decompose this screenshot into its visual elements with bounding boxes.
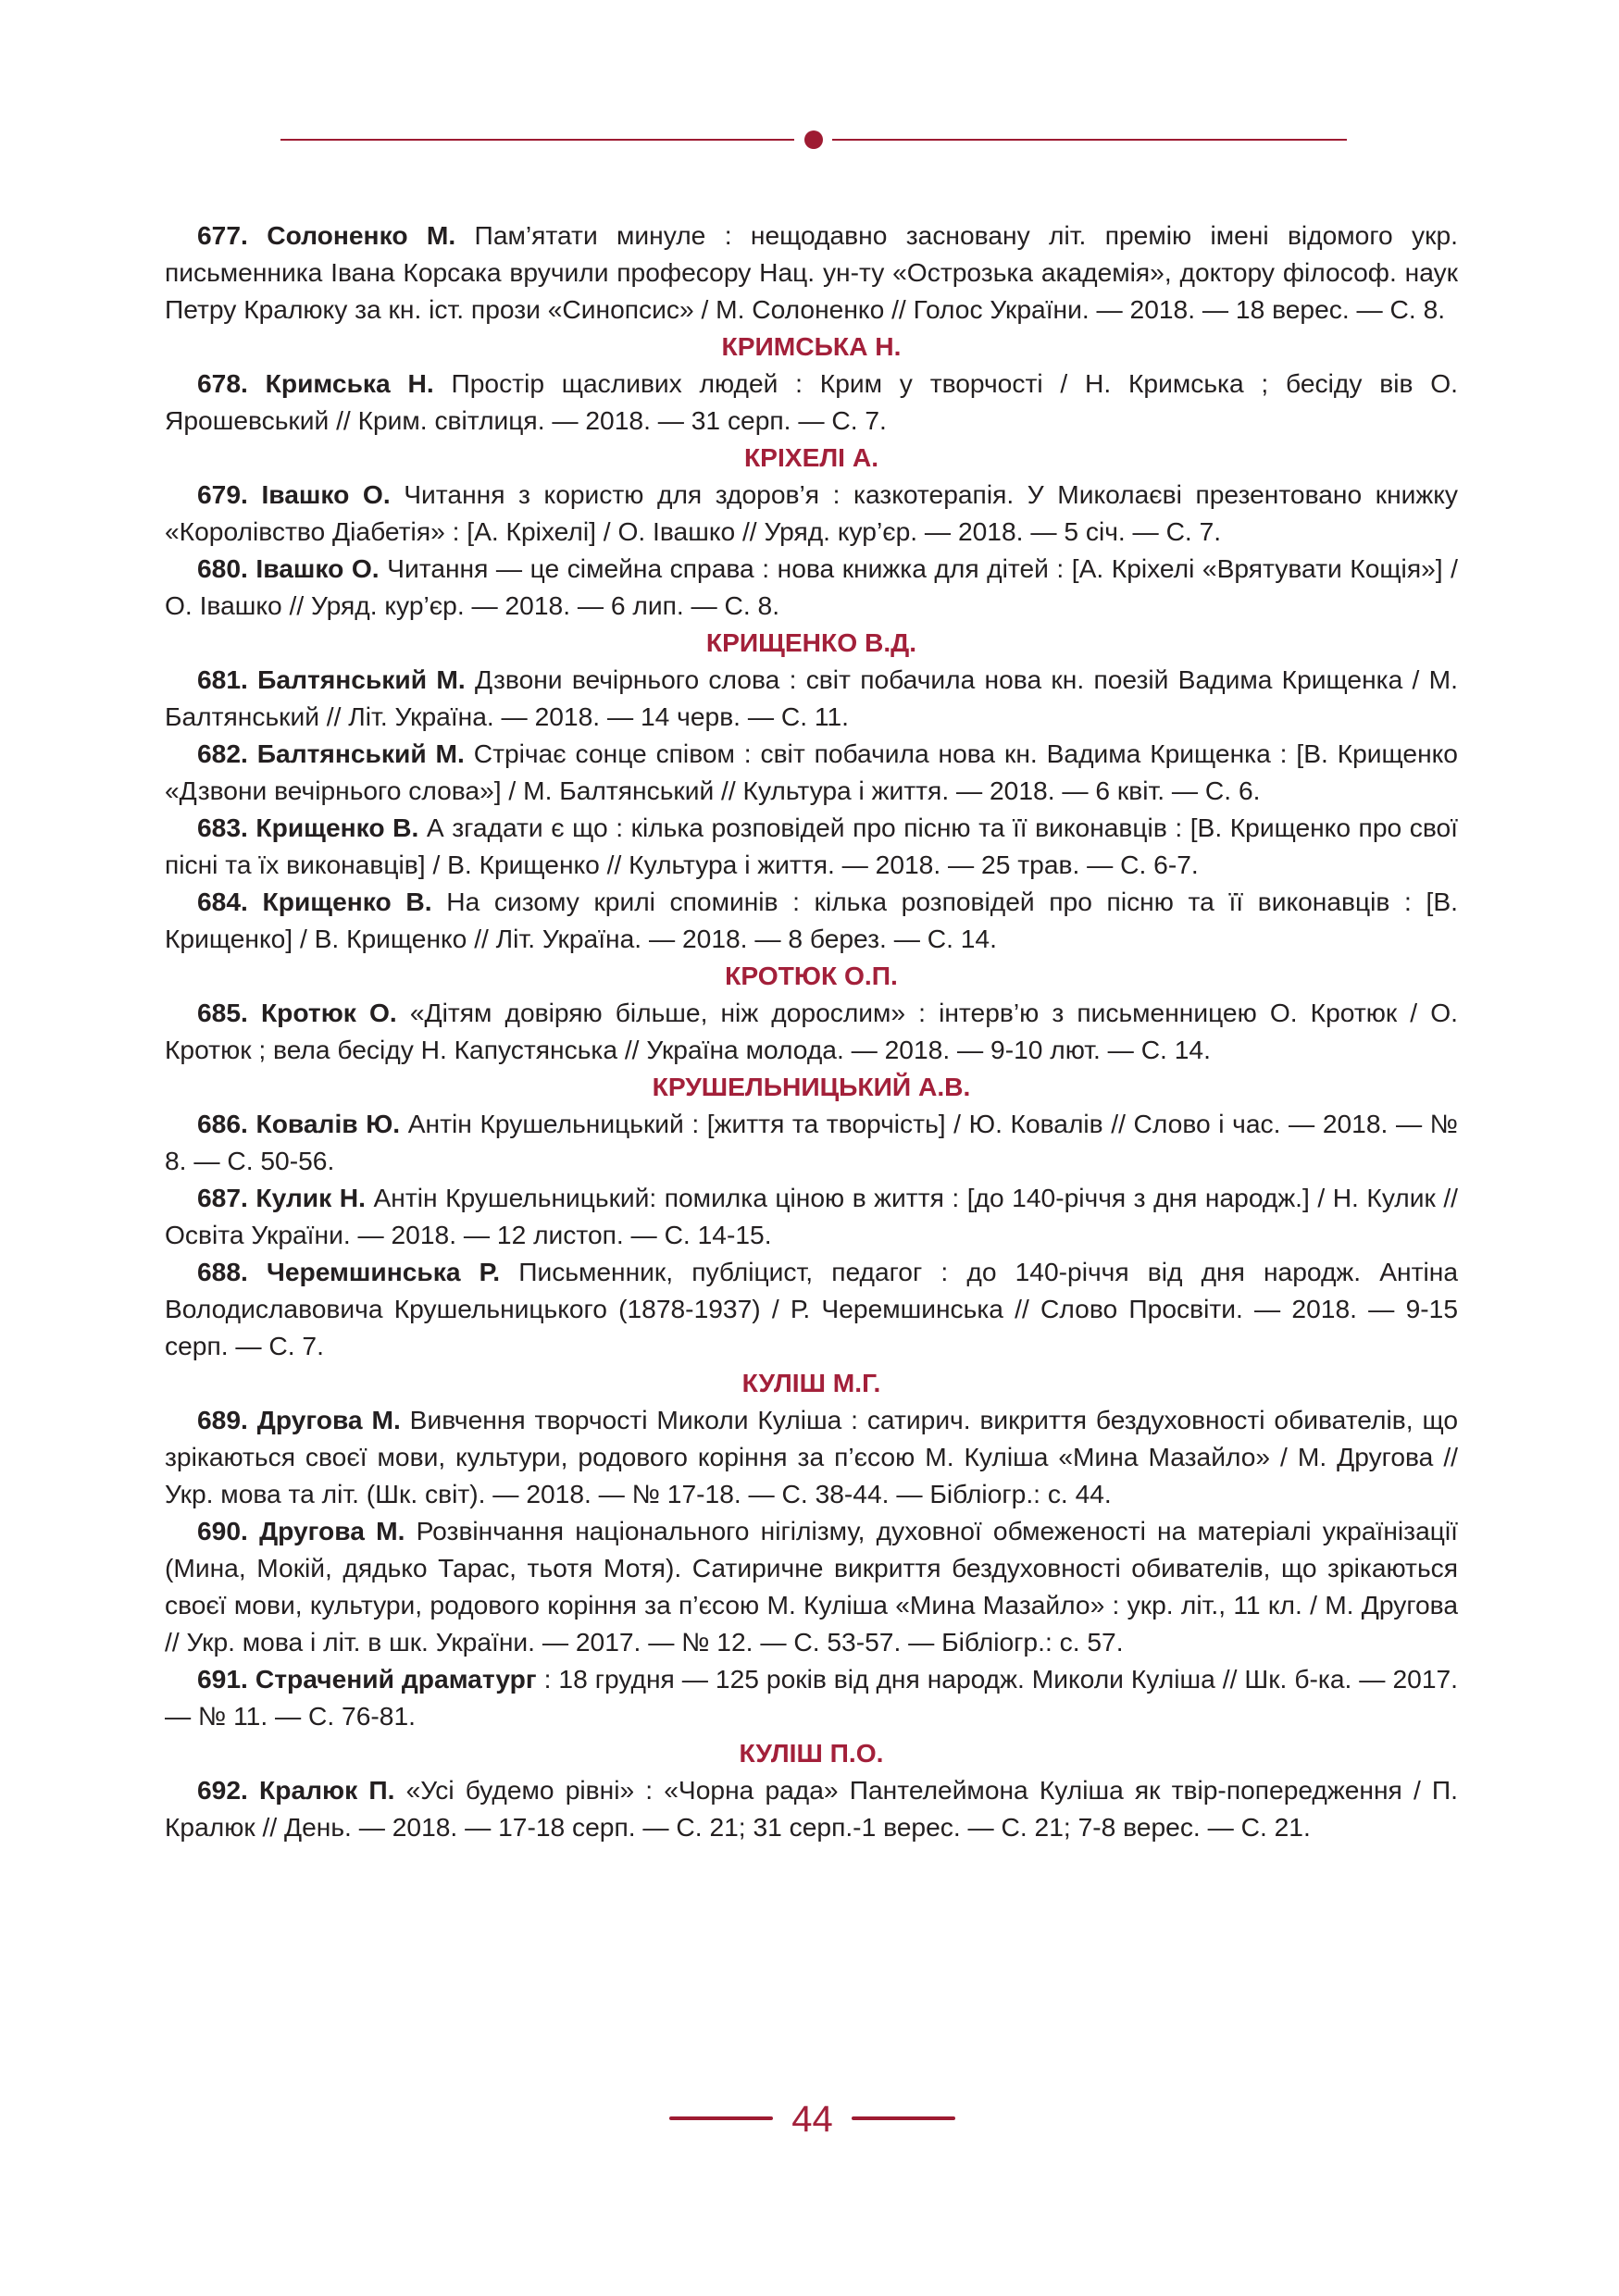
entry-head: [197, 553, 380, 583]
header-dot-icon: [804, 130, 823, 149]
bibliography-entry: [165, 661, 1458, 735]
entry-text: Читання з користю для здоров’я : казкотерапія. У Миколаєві презентовано книжку «Королівство Діабетія» : [А. Кріхелі] / О. Івашко // Уряд. кур’єр. — 2018. — 5 січ. — С. 7.: [165, 479, 1458, 546]
entry-author: Кулик Н.: [255, 1183, 366, 1212]
entry-text: На сизому крилі споминів : кілька розповідей про пісню та її виконавців : [В. Крищенко] / В. Крищенко // Літ. Україна. — 2018. — 8 берез. — С. 14.: [165, 887, 1458, 953]
entry-text: Стрічає сонце співом : світ побачила нова кн. Вадима Крищенка : [В. Крищенко «Дзвони вечірнього слова»] / М. Балтянський // Культура і життя. — 2018. — 6 квіт. — С. 6.: [165, 738, 1458, 805]
entry-author: Івашко О.: [255, 553, 380, 583]
entry-author: Кротюк О.: [260, 998, 397, 1027]
entry-author: Крищенко В.: [262, 887, 432, 916]
entry-author: Черемшинська Р.: [267, 1257, 501, 1286]
bibliography-entry: [165, 217, 1458, 328]
bibliography-entry: [165, 1105, 1458, 1179]
entry-number: 682.: [197, 738, 248, 768]
entry-text: Вивчення творчості Миколи Куліша : сатирич. викриття бездуховності обивателів, що зрікаються своєї мови, культури, родового коріння за п’єсою М. Куліша «Мина Мазайло» / М. Другова // Укр. мова та літ. (Шк. світ). — 2018. — № 17-18. — С. 38-44. — Бібліогр.: с. 44.: [165, 1405, 1458, 1508]
entry-number: 692.: [197, 1775, 248, 1805]
entry-head: [197, 1257, 500, 1286]
entry-number: 691.: [197, 1664, 248, 1694]
bibliography-entry: [165, 1401, 1458, 1512]
bibliography-entry: [165, 1512, 1458, 1660]
entry-head: [197, 479, 391, 509]
entry-author: Балтянський М.: [257, 664, 466, 694]
bibliography-entry: [165, 550, 1458, 624]
section-heading: КУЛІШ П.О.: [739, 1738, 884, 1768]
entry-number: 678.: [197, 368, 248, 398]
entry-head: [197, 220, 455, 250]
entry-head: [197, 1516, 405, 1545]
bibliography-entry: [165, 476, 1458, 550]
entry-author: Другова М.: [256, 1405, 401, 1434]
header-rule-left: [280, 139, 794, 141]
entry-text: Читання — це сімейна справа : нова книжка для дітей : [А. Кріхелі «Врятувати Кощія»] / О. Івашко // Уряд. кур’єр. — 2018. — 6 лип. — С. 8.: [165, 553, 1458, 620]
entry-number: 688.: [197, 1257, 248, 1286]
page-footer: [0, 2096, 1619, 2142]
entry-head: [197, 664, 466, 694]
entry-author: Солоненко М.: [267, 220, 456, 250]
entry-number: 681.: [197, 664, 248, 694]
entry-head: [197, 1109, 400, 1138]
entry-author: Кримська Н.: [265, 368, 434, 398]
entry-text: : 18 грудня — 125 років від дня народж. Миколи Куліша // Шк. б-ка. — 2017. — № 11. — С. 76-81.: [165, 1664, 1459, 1731]
bibliography-entry: [165, 1771, 1458, 1845]
entry-head: [197, 368, 434, 398]
entry-number: 677.: [197, 220, 248, 250]
footer-rule-right: [852, 2116, 955, 2120]
section-heading: КУЛІШ М.Г.: [741, 1368, 881, 1397]
entry-text: «Дітям довіряю більше, ніж дорослим» : інтерв’ю з письменницею О. Кротюк / О. Кротюк ; вела бесіду Н. Капустянська // Україна молода. — 2018. — 9-10 лют. — С. 14.: [165, 998, 1458, 1064]
entry-author: Ковалів Ю.: [255, 1109, 401, 1138]
entry-number: 680.: [197, 553, 248, 583]
entry-author: Другова М.: [259, 1516, 405, 1545]
entry-text: Дзвони вечірнього слова : світ побачила нова кн. поезій Вадима Крищенка / М. Балтянський // Літ. Україна. — 2018. — 14 черв. — С. 11.: [165, 664, 1458, 731]
entry-author: Страчений драматург: [255, 1664, 537, 1694]
entry-number: 687.: [197, 1183, 248, 1212]
entry-head: [197, 998, 397, 1027]
bibliography-list: [165, 217, 1458, 1845]
entry-head: [197, 813, 418, 842]
entry-text: «Усі будемо рівні» : «Чорна рада» Пантелеймона Куліша як твір-попередження / П. Кралюк // День. — 2018. — 17-18 серп. — С. 21; 31 серп.-1 верес. — С. 21; 7-8 верес. — С. 21.: [165, 1775, 1458, 1842]
entry-text: Письменник, публіцист, педагог : до 140-річчя від дня народж. Антіна Володиславовича Крушельницького (1878-1937) / Р. Черемшинська // Слово Просвіти. — 2018. — 9-15 серп. — С. 7.: [165, 1257, 1459, 1360]
entry-author: Балтянський М.: [256, 738, 465, 768]
bibliography-entry: [165, 365, 1458, 439]
bibliography-entry: [165, 994, 1458, 1068]
entry-author: Крищенко В.: [255, 813, 419, 842]
entry-text: Пам’ятати минуле : нещодавно засновану літ. премію імені відомого укр. письменника Івана Корсака вручили професору Нац. ун-ту «Острозька академія», доктору філософ. наук Петру Кралюку за кн. іст. прози «Синопсис» / М. Солоненко // Голос України. — 2018. — 18 верес. — С. 8.: [165, 220, 1458, 324]
section-heading: КРОТЮК О.П.: [725, 961, 898, 990]
entry-head: [197, 1405, 401, 1434]
entry-number: 690.: [197, 1516, 248, 1545]
entry-text: Антін Крушельницький: помилка ціною в життя : [до 140-річчя з дня народж.] / Н. Кулик // Освіта України. — 2018. — 12 листоп. — С. 14-15.: [165, 1183, 1458, 1249]
entry-text: А згадати є що : кілька розповідей про пісню та її виконавців : [В. Крищенко про свої пісні та їх виконавців] / В. Крищенко // Культура і життя. — 2018. — 25 трав. — С. 6-7.: [165, 813, 1458, 879]
footer-rule-left: [669, 2116, 773, 2120]
entry-author: Івашко О.: [261, 479, 391, 509]
entry-number: 685.: [197, 998, 248, 1027]
bibliography-entry: [165, 883, 1458, 957]
entry-number: 683.: [197, 813, 248, 842]
entry-head: [197, 887, 432, 916]
entry-number: 684.: [197, 887, 248, 916]
header-rule-right: [832, 139, 1347, 141]
section-heading: КРІХЕЛІ А.: [743, 442, 879, 472]
page-number: 44: [791, 2099, 833, 2140]
entry-head: [197, 1664, 537, 1694]
header-ornament: [280, 134, 1347, 145]
section-heading: КРИМСЬКА Н.: [721, 331, 902, 361]
section-heading: КРИЩЕНКО В.Д.: [705, 627, 917, 657]
bibliography-entry: [165, 809, 1458, 883]
bibliography-entry: [165, 735, 1458, 809]
entry-text: Антін Крушельницький : [життя та творчість] / Ю. Ковалів // Слово і час. — 2018. — № 8. — С. 50-56.: [165, 1109, 1458, 1175]
entry-number: 679.: [197, 479, 248, 509]
section-heading: КРУШЕЛЬНИЦЬКИЙ А.В.: [652, 1072, 971, 1101]
bibliography-entry: [165, 1253, 1458, 1364]
entry-head: [197, 1775, 394, 1805]
entry-author: Кралюк П.: [259, 1775, 395, 1805]
entry-text: Простір щасливих людей : Крим у творчості / Н. Кримська ; бесіду вів О. Ярошевський // Крим. світлиця. — 2018. — 31 серп. — С. 7.: [165, 368, 1458, 435]
entry-text: Розвінчання національного нігілізму, духовної обмеженості на матеріалі українізації (Мина, Мокій, дядько Тарас, тьотя Мотя). Сатиричне викриття бездуховності обивателів, що зрікаються своєї мови, культури, родового коріння за п’єсою М. Куліша «Мина Мазайло» : укр. літ., 11 кл. / М. Другова // Укр. мова і літ. в шк. України. — 2017. — № 12. — С. 53-57. — Бібліогр.: с. 57.: [165, 1516, 1458, 1657]
bibliography-entry: [165, 1179, 1458, 1253]
entry-head: [197, 1183, 366, 1212]
entry-number: 689.: [197, 1405, 248, 1434]
entry-number: 686.: [197, 1109, 248, 1138]
bibliography-entry: [165, 1660, 1458, 1734]
entry-head: [197, 738, 465, 768]
